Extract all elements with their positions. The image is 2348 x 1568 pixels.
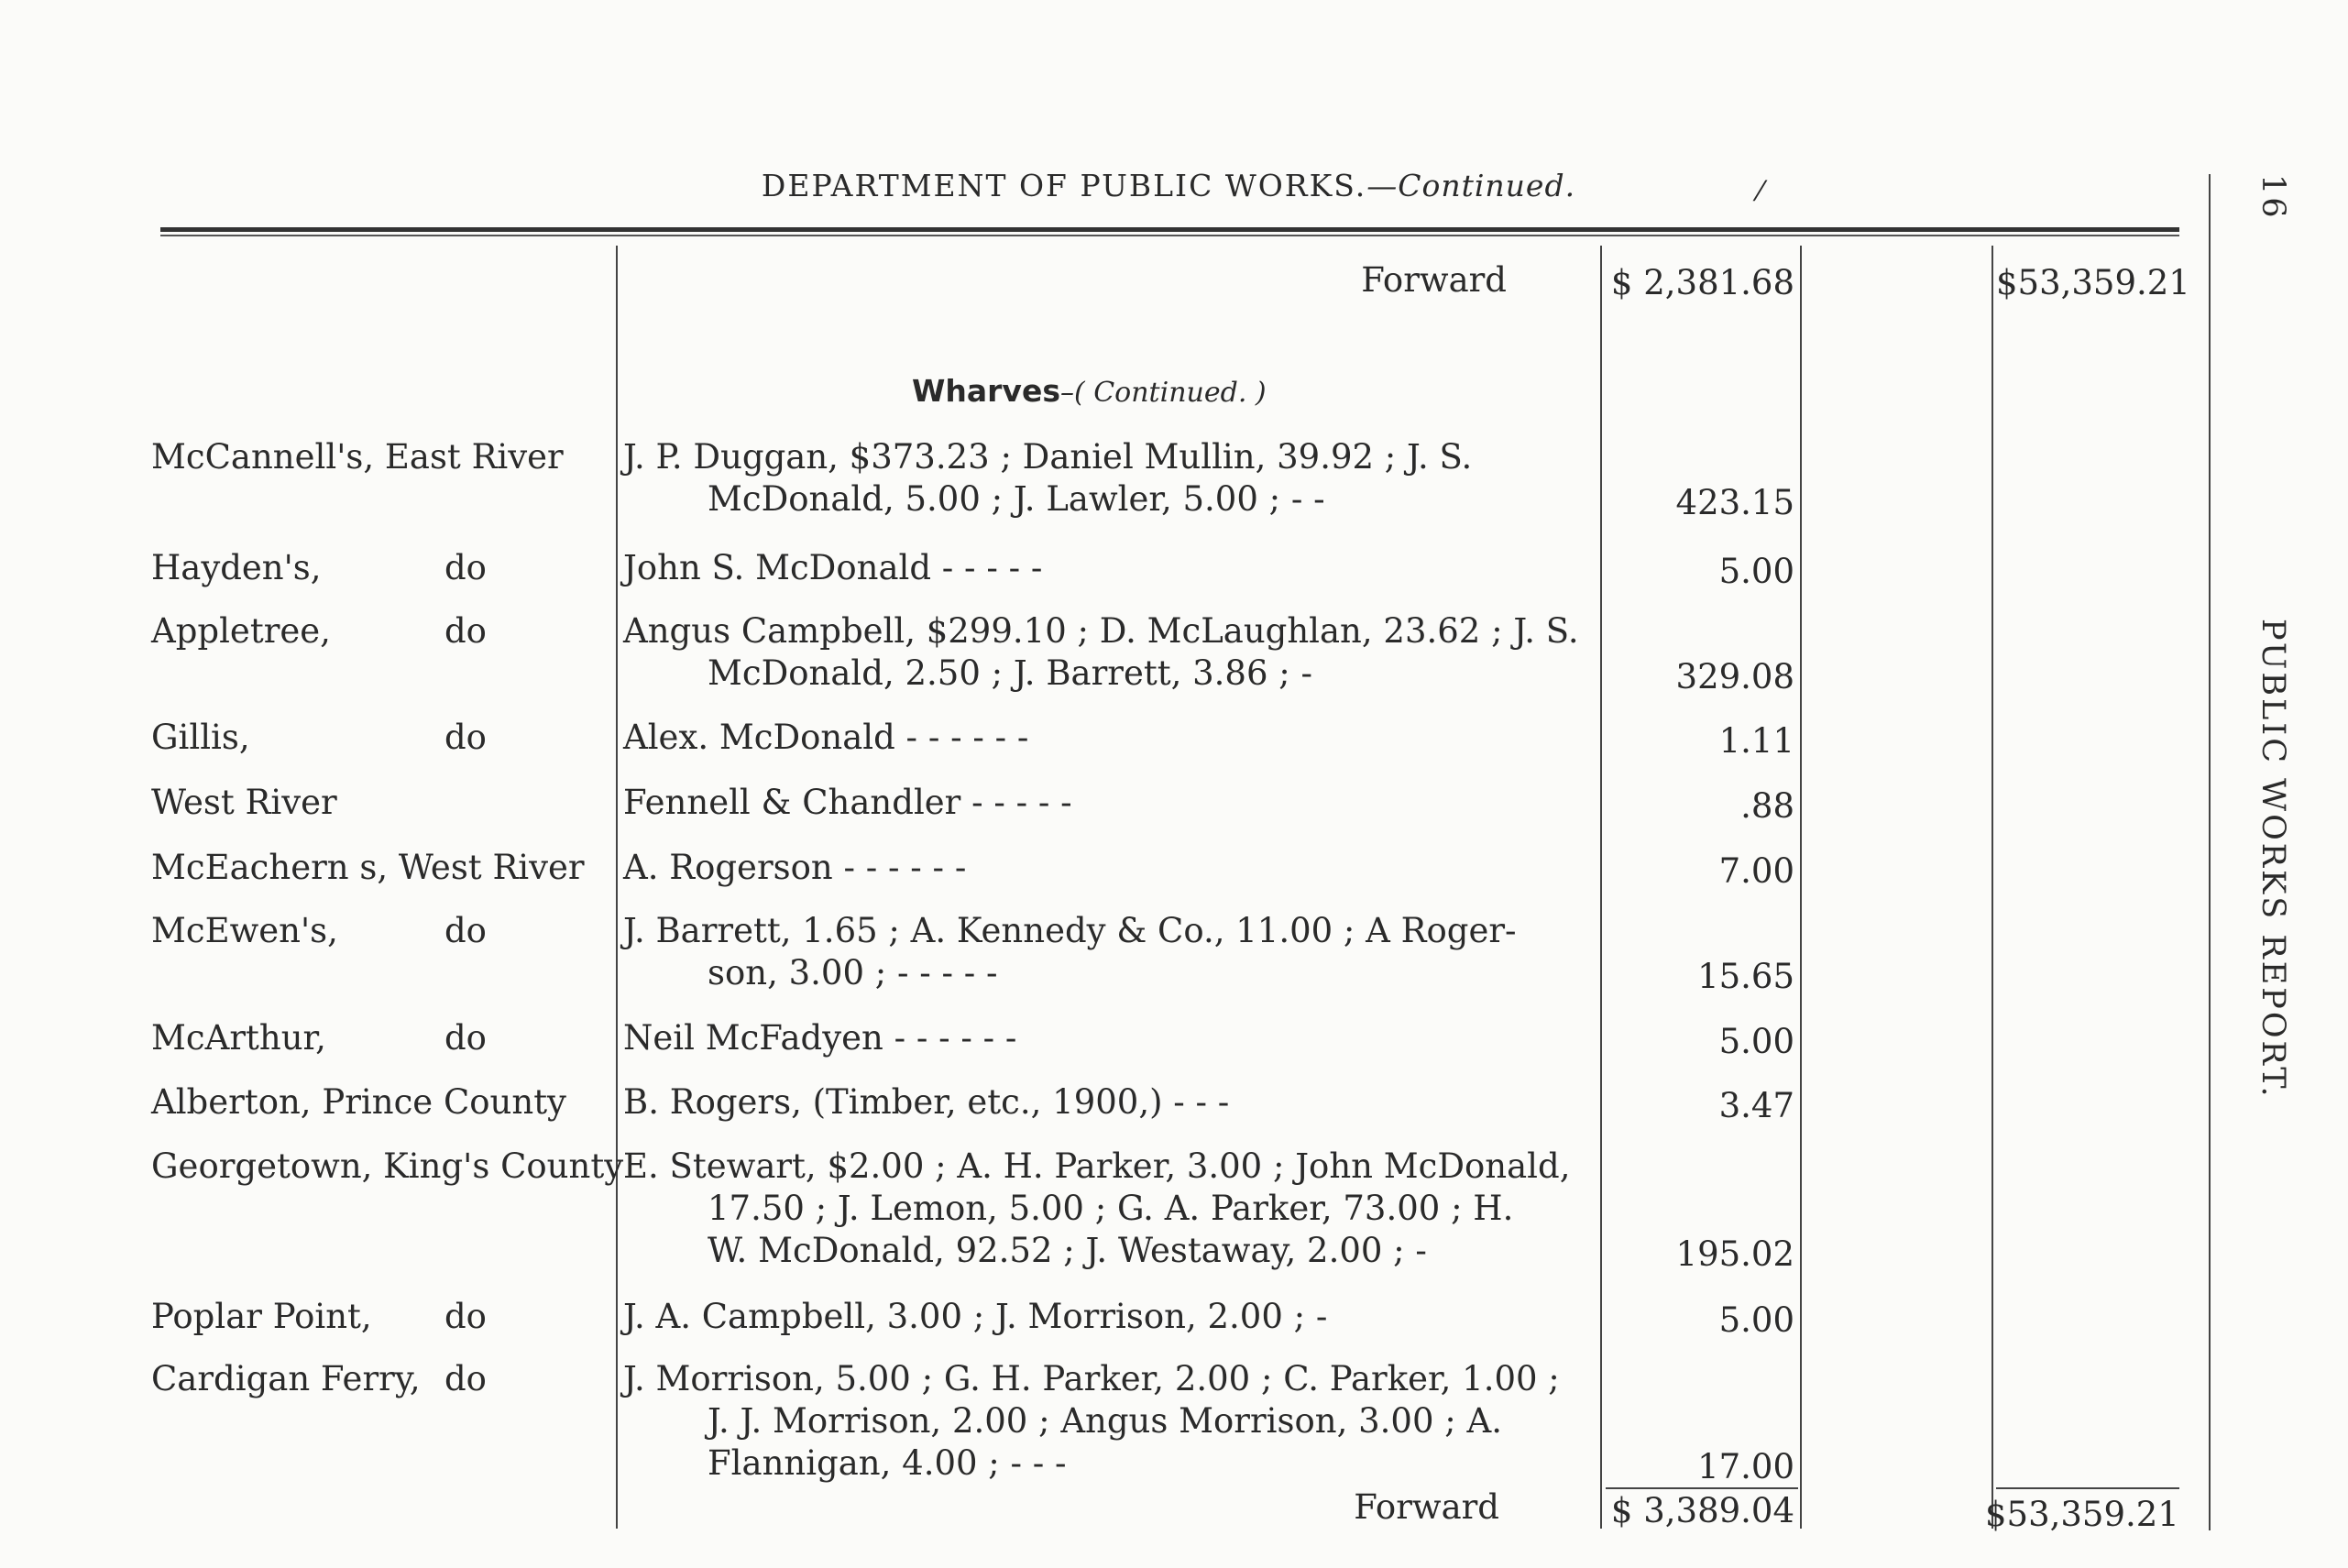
entry-amount: 5.00: [1718, 1022, 1794, 1061]
entry-place-ditto: do: [444, 1359, 487, 1398]
stray-mark: ⁄: [1758, 176, 1763, 208]
entry-place: Hayden's,: [151, 548, 322, 587]
entry-place: McEachern s, West River: [151, 848, 585, 887]
entry-place-ditto: do: [444, 611, 487, 651]
entry-payee-line: J. Barrett, 1.65 ; A. Kennedy & Co., 11.00 ; A Roger-: [623, 911, 1517, 950]
section-continued: –( Continued. ): [1059, 377, 1267, 409]
entry-place: Gillis,: [151, 718, 250, 757]
forward-amount-bottom: $ 3,389.04: [1610, 1491, 1794, 1530]
entry-amount: 5.00: [1718, 552, 1794, 591]
entry-payee-line: J. J. Morrison, 2.00 ; Angus Morrison, 3.00 ; A.: [708, 1401, 1502, 1441]
column-divider-amount-right: [1800, 246, 1802, 1529]
entry-place: Georgetown, King's County: [151, 1146, 624, 1186]
entry-payee-line: John S. McDonald - - - - -: [623, 548, 1043, 587]
entry-place: Alberton, Prince County: [151, 1082, 566, 1122]
entry-amount: 5.00: [1718, 1300, 1794, 1340]
forward-label-top: Forward: [1361, 260, 1507, 300]
entry-place: Cardigan Ferry,: [151, 1359, 421, 1398]
entry-amount: .88: [1740, 786, 1794, 826]
side-page-number: 16: [2255, 174, 2291, 221]
entry-payee-line: Flannigan, 4.00 ; - - -: [708, 1443, 1067, 1483]
forward-amount-top: $ 2,381.68: [1610, 263, 1794, 302]
entry-amount: 195.02: [1675, 1234, 1794, 1274]
entry-payee-line: 17.50 ; J. Lemon, 5.00 ; G. A. Parker, 73.00 ; H.: [708, 1189, 1514, 1228]
header-rule-thin: [160, 235, 2179, 236]
entry-payee-line: Alex. McDonald - - - - - -: [623, 718, 1029, 757]
page-header: [160, 168, 2177, 203]
column-divider-amount-left: [1600, 246, 1602, 1529]
entry-place-ditto: do: [444, 718, 487, 757]
forward-total-bottom: $53,359.21: [1985, 1495, 2179, 1534]
entry-place-ditto: do: [444, 548, 487, 587]
entry-place: McEwen's,: [151, 911, 338, 950]
entry-amount: 1.11: [1718, 721, 1794, 761]
column-divider-total-left: [1991, 246, 1993, 1529]
entry-amount: 17.00: [1697, 1447, 1794, 1486]
column-divider-place: [616, 246, 618, 1529]
entry-place-ditto: do: [444, 911, 487, 950]
entry-place-ditto: do: [444, 1297, 487, 1336]
header-title: DEPARTMENT OF PUBLIC WORKS.: [761, 168, 1367, 203]
entry-place: Poplar Point,: [151, 1297, 372, 1336]
entry-amount: 15.65: [1697, 957, 1794, 996]
entry-payee-line: J. A. Campbell, 3.00 ; J. Morrison, 2.00 ; -: [623, 1297, 1328, 1336]
entry-amount: 329.08: [1675, 657, 1794, 696]
entry-place: McCannell's, East River: [151, 437, 564, 477]
entry-payee-line: E. Stewart, $2.00 ; A. H. Parker, 3.00 ; John McDonald,: [623, 1146, 1571, 1186]
section-title: Wharves: [912, 373, 1060, 409]
entry-amount: 3.47: [1718, 1086, 1794, 1125]
page-right-rule: [2209, 174, 2211, 1530]
entry-place: Appletree,: [151, 611, 331, 651]
entry-payee-line: Fennell & Chandler - - - - -: [623, 783, 1072, 822]
side-report-title: PUBLIC WORKS REPORT.: [2255, 619, 2291, 1100]
entry-payee-line: Angus Campbell, $299.10 ; D. McLaughlan, 23.62 ; J. S.: [623, 611, 1579, 651]
entry-payee-line: J. P. Duggan, $373.23 ; Daniel Mullin, 39.92 ; J. S.: [623, 437, 1473, 477]
entry-amount: 7.00: [1718, 851, 1794, 891]
entry-place: McArthur,: [151, 1018, 326, 1058]
entry-payee-line: W. McDonald, 92.52 ; J. Westaway, 2.00 ; -: [708, 1231, 1427, 1270]
entry-payee-line: McDonald, 5.00 ; J. Lawler, 5.00 ; - -: [708, 479, 1325, 519]
entry-payee-line: A. Rogerson - - - - - -: [623, 848, 967, 887]
entry-payee-line: J. Morrison, 5.00 ; G. H. Parker, 2.00 ; C. Parker, 1.00 ;: [623, 1359, 1560, 1398]
entry-payee-line: Neil McFadyen - - - - - -: [623, 1018, 1017, 1058]
header-rule-thick: [160, 227, 2179, 232]
entry-payee-line: son, 3.00 ; - - - - -: [708, 953, 998, 992]
section-heading: [912, 370, 1267, 414]
entry-place: West River: [151, 783, 337, 822]
entry-payee-line: McDonald, 2.50 ; J. Barrett, 3.86 ; -: [708, 653, 1312, 693]
header-continued: —Continued.: [1366, 168, 1576, 203]
entry-payee-line: B. Rogers, (Timber, etc., 1900,) - - -: [623, 1082, 1230, 1122]
forward-label-bottom: Forward: [1354, 1487, 1499, 1527]
sum-rule-total: [1996, 1487, 2179, 1489]
entry-amount: 423.15: [1675, 483, 1794, 522]
forward-total-top: $53,359.21: [1996, 263, 2190, 302]
entry-place-ditto: do: [444, 1018, 487, 1058]
